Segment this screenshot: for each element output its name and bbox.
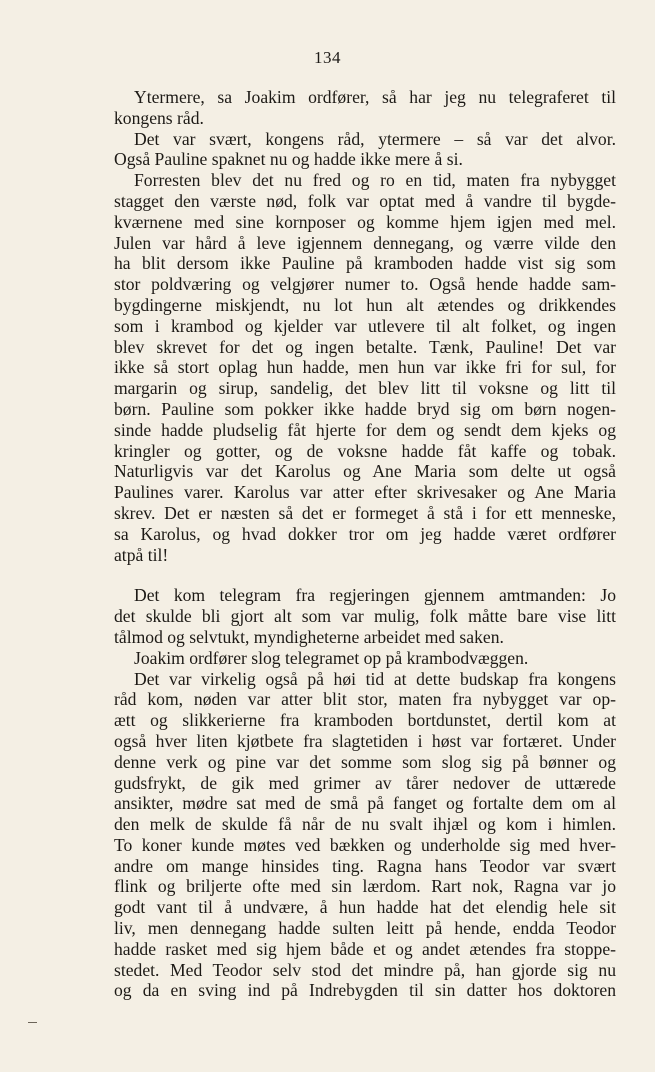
text-line: stedet. Med Teodor selv stod det mindre på, han gjorde sig nu <box>114 959 616 980</box>
text-line: kværnene med sine kornposer og komme hjem igjen med mel. <box>114 211 616 232</box>
text-line: liv, men dennegang hadde sulten leitt på hende, endda Teodor <box>114 918 616 939</box>
page-number: 134 <box>314 48 341 67</box>
paragraph <box>114 585 616 647</box>
text-line: Paulines varer. Karolus var atter efter skrivesaker og Ane Maria <box>114 482 616 503</box>
text-line: Joakim ordfører slog telegramet op på krambodvæggen. <box>134 647 529 668</box>
text-line: råd kom, nøden var atter blit stor, maten fra nybygget var op- <box>114 689 616 710</box>
text-line: Ytermere, sa Joakim ordfører, så har jeg nu telegraferet til <box>134 87 616 107</box>
text-line: skrev. Det er næsten så det er formeget å stå i for ett menneske, <box>114 502 616 523</box>
text-line: stor poldværing og velgjører numer to. Også hende hadde sam- <box>114 274 616 295</box>
text-line: sinde hadde pludselig fåt hjerte for dem og sendt dem kjeks og <box>114 419 616 440</box>
text-line: også hver liten kjøtbete fra slagtetiden i høst var fortæret. Under <box>114 730 616 751</box>
text-line: som i krambod og kjelder var utlevere til alt folket, og ingen <box>114 315 616 336</box>
text-line: det skulde bli gjort alt som var mulig, folk måtte bare vise litt <box>114 606 616 627</box>
text-line: den melk de skulde få når de nu svalt ihjæl og kom i himlen. <box>114 814 616 835</box>
text-line: kringler og gotter, og de voksne hadde fåt kaffe og tobak. <box>114 440 616 461</box>
text-line: atpå til! <box>114 544 169 565</box>
text-line: denne verk og pine var det somme som slog sig på bønner og <box>114 751 616 772</box>
text-line: ikke så stort oplag hun hadde, men hun var ikke fri for sul, for <box>114 357 616 378</box>
text-line: ha blit dersom ikke Pauline på kramboden hadde vist sig som <box>114 253 616 274</box>
text-line: kongens råd. <box>114 107 204 128</box>
paragraph <box>114 87 616 129</box>
body-text <box>114 87 616 1001</box>
text-line: Det var svært, kongens råd, ytermere – så var det alvor. <box>134 128 616 149</box>
text-line: Det kom telegram fra regjeringen gjennem amtmanden: Jo <box>134 585 616 606</box>
text-line: stagget den værste nød, folk var optat med å vandre til bygde- <box>114 190 616 211</box>
text-line: ætt og slikkerierne fra kramboden bortdunstet, dertil kom at <box>114 710 616 731</box>
paragraph <box>114 129 616 171</box>
paragraph <box>114 648 616 669</box>
text-line: flink og briljerte ofte med sin lærdom. Rart nok, Ragna var jo <box>114 876 616 897</box>
text-line: Naturligvis var det Karolus og Ane Maria som delte ut også <box>114 461 616 482</box>
text-line: blev skrevet for det og ingen betalte. Tænk, Pauline! Det var <box>114 336 616 357</box>
text-line: margarin og sirup, sandelig, det blev litt til voksne og litt til <box>114 378 616 399</box>
paragraph <box>114 170 616 565</box>
text-line: Forresten blev det nu fred og ro en tid, maten fra nybygget <box>134 170 616 191</box>
paragraph <box>114 669 616 1002</box>
margin-mark <box>28 1022 37 1023</box>
text-line: bygdingerne miskjendt, nu lot hun alt ætendes og drikkendes <box>114 294 616 315</box>
text-line: Også Pauline spaknet nu og hadde ikke mere å si. <box>114 149 463 170</box>
text-line: Det var virkelig også på høi tid at dette budskap fra kongens <box>134 668 616 689</box>
text-line: ansikter, mødre sat med de små på fanget og fortalte dem om al <box>114 793 616 814</box>
text-line: hadde rasket med sig hjem både et og andet ætendes fra stoppe- <box>114 938 616 959</box>
text-line: gudsfrykt, de gik med grimer av tårer nedover de uttærede <box>114 772 616 793</box>
text-line: To koner kunde møtes ved bækken og underholde sig med hver- <box>114 834 616 855</box>
text-line: børn. Pauline som pokker ikke hadde bryd sig om børn nogen- <box>114 398 616 419</box>
text-line: tålmod og selvtukt, myndigheterne arbeidet med saken. <box>114 626 504 647</box>
text-line: godt vant til å undvære, å hun hadde hat det elendig hele sit <box>114 897 616 918</box>
text-line: og da en sving ind på Indrebygden til sin datter hos doktoren <box>114 980 616 1001</box>
text-line: andre om mange hinsides ting. Ragna hans Teodor var svært <box>114 855 616 876</box>
text-line: sa Karolus, og hvad dokker tror om jeg hadde været ordfører <box>114 523 616 544</box>
text-line: Julen var hård å leve igjennem dennegang, og værre vilde den <box>114 232 616 253</box>
